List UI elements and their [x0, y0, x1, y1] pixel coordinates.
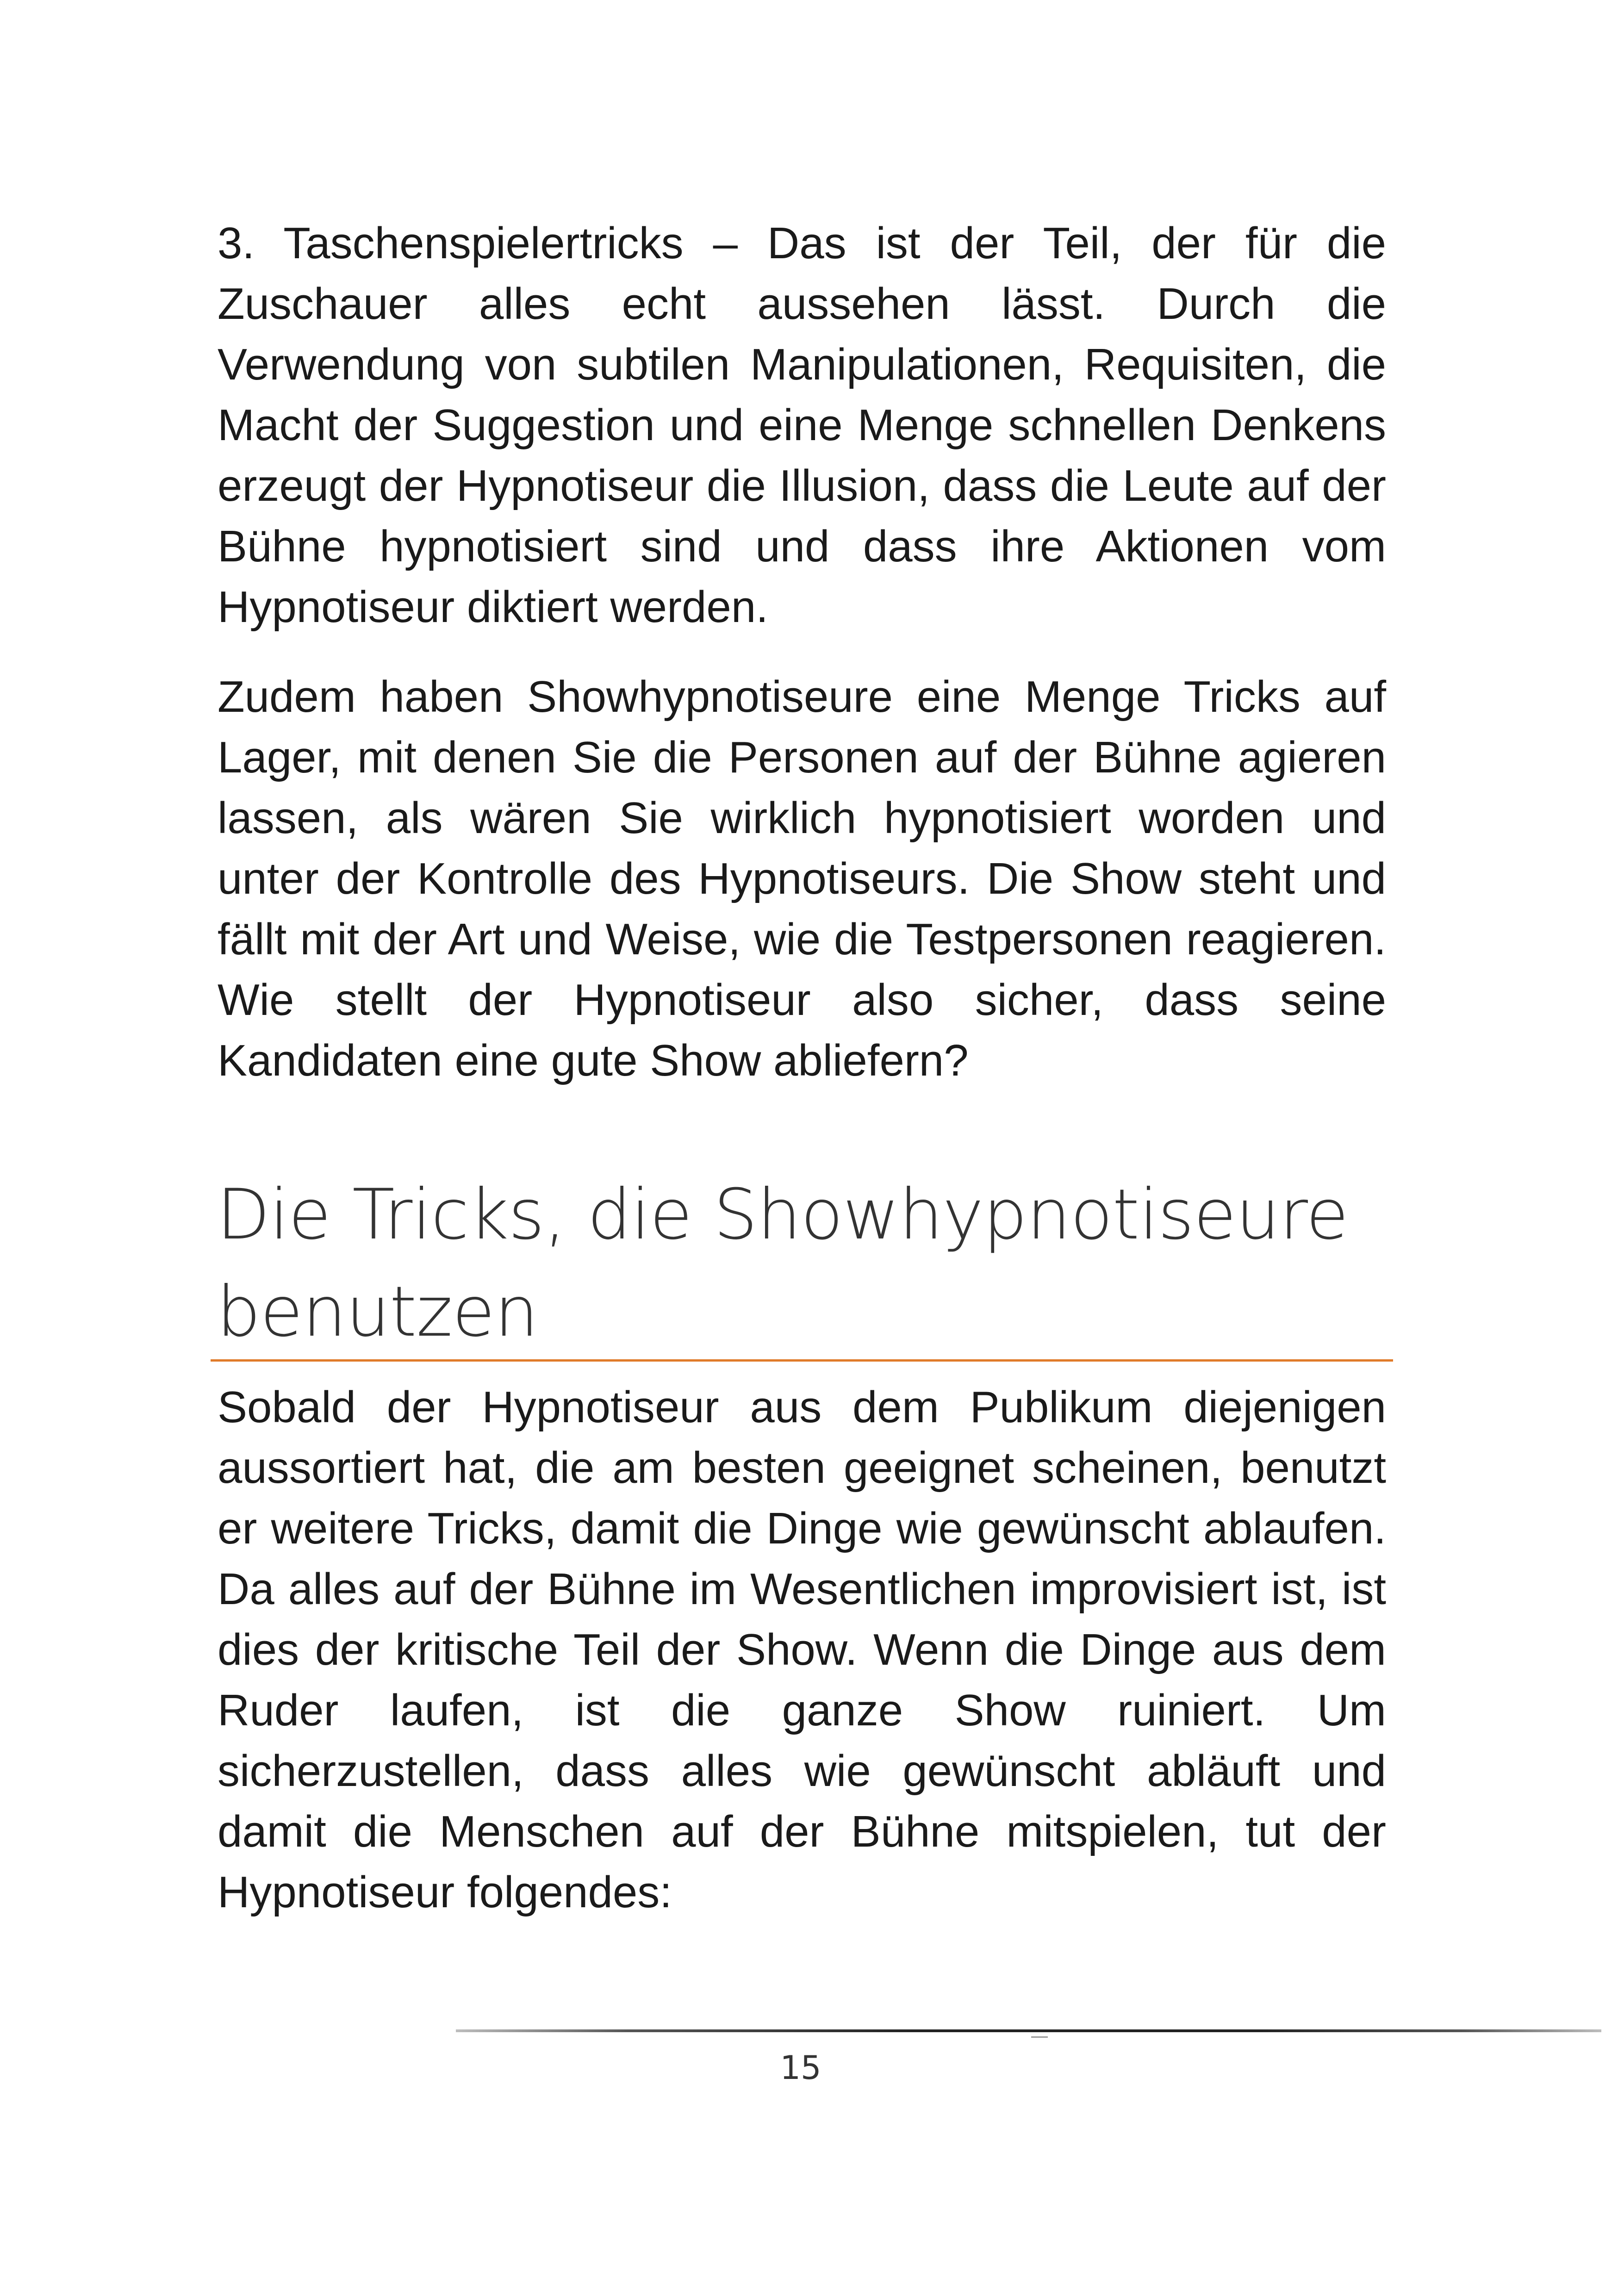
body-paragraph-taschenspielertricks: 3. Taschenspielertricks – Das ist der Teil, der für die Zuschauer alles echt aussehen lässt. Durch die Verwendung von subtilen Manipulationen, Requisiten, die Macht der Suggestion und eine Menge schnellen Denkens erzeugt der Hypnotiseur die Illusion, dass die Leute auf der Bühne hypnotisiert sind und dass ihre Aktionen vom Hypnotiseur diktiert werden.	[218, 218, 1386, 632]
heading-underline-rule	[211, 1359, 1393, 1362]
section-heading: Die Tricks, die Showhypnotiseure benutzen	[217, 1175, 1349, 1352]
section-body-paragraph: Sobald der Hypnotiseur aus dem Publikum diejenigen aussortiert hat, die am besten geeignet scheinen, benutzt er weitere Tricks, damit die Dinge wie gewünscht ablaufen. Da alles auf der Bühne im Wesentlichen improvisiert ist, ist dies der kritische Teil der Show. Wenn die Dinge aus dem Ruder laufen, ist die ganze Show ruiniert. Um sicherzustellen, dass alles wie gewünscht abläuft und damit die Menschen auf der Bühne mitspielen, tut der Hypnotiseur folgendes:	[218, 1382, 1386, 1917]
page-number: 15	[780, 2049, 821, 2087]
body-paragraph-showhypnotiseure: Zudem haben Showhypnotiseure eine Menge Tricks auf Lager, mit denen Sie die Personen auf der Bühne agieren lassen, als wären Sie wirklich hypnotisiert worden und unter der Kontrolle des Hypnotiseurs. Die Show steht und fällt mit der Art und Weise, wie die Testpersonen reagieren. Wie stellt der Hypnotiseur also sicher, dass seine Kandidaten eine gute Show abliefern?	[218, 672, 1386, 1085]
footer-divider-mark	[1031, 2036, 1048, 2038]
footer-divider	[456, 2029, 1601, 2032]
